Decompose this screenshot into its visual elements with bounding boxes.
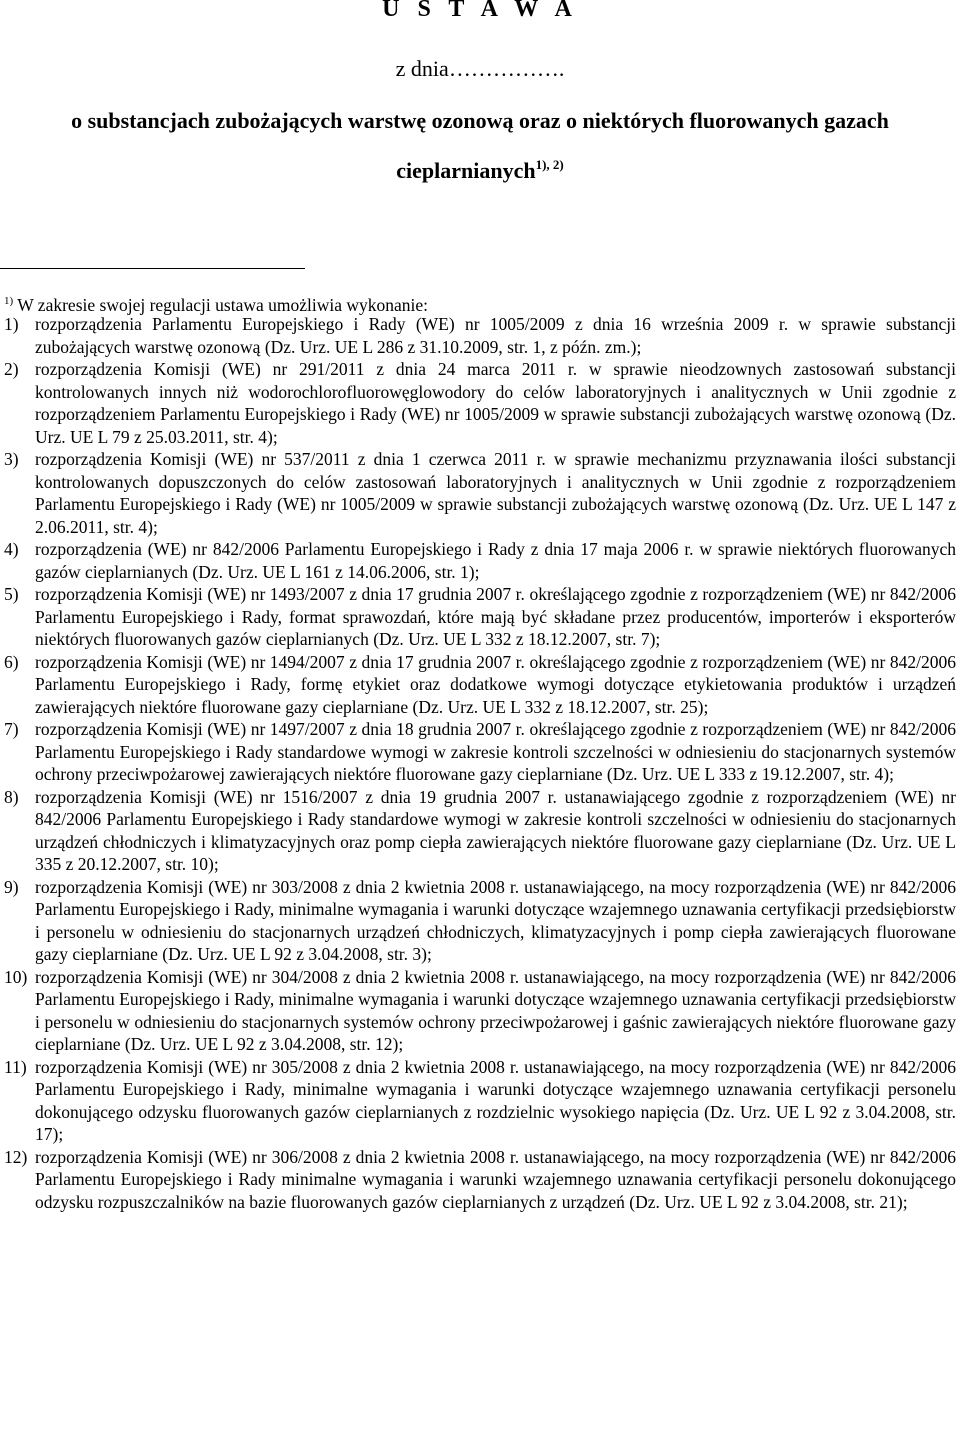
footnote-item-text: rozporządzenia Komisji (WE) nr 304/2008 z dnia 2 kwietnia 2008 r. ustanawiającego, na mocy rozporządzenia (WE) nr 842/2006 Parlamentu Europejskiego i Rady, minimalne wymagania i warunki dotyczące wzajemnego uznawania certyfikacji przedsiębiorstw i personelu w odniesieniu do stacjonarnych systemów ochrony przeciwpożarowej i gaśnic zawierających niektóre fluorowane gazy cieplarniane (Dz. Urz. UE L 92 z 3.04.2008, str. 12); xyxy=(35,966,956,1054)
footnote-item xyxy=(4,786,956,876)
footnote-item-text: rozporządzenia Komisji (WE) nr 305/2008 z dnia 2 kwietnia 2008 r. ustanawiającego, na mocy rozporządzenia (WE) nr 842/2006 Parlamentu Europejskiego i Rady, minimalne wymagania i warunki dotyczące wzajemnego uznawania certyfikacji personelu dokonującego odzysku fluorowanych gazów cieplarnianych z rozdzielnic wysokiego napięcia (Dz. Urz. UE L 92 z 3.04.2008, str. 17); xyxy=(35,1056,956,1144)
footnote-item xyxy=(4,876,956,966)
footnote-item xyxy=(4,966,956,1056)
footnote-item-number: 3) xyxy=(4,449,19,469)
footnote-item-number: 5) xyxy=(4,584,19,604)
footnote-item-number: 10) xyxy=(4,966,28,987)
footnote-item-text: rozporządzenia Komisji (WE) nr 291/2011 z dnia 24 marca 2011 r. w sprawie nieodzownych zastosowań substancji kontrolowanych innych niż wodorochlorofluorowęglowodory do celów laboratoryjnych i analitycznych w Unii zgodnie z rozporządzeniem Parlamentu Europejskiego i Rady (WE) nr 1005/2009 w sprawie substancji zubożających warstwę ozonową (Dz. Urz. UE L 79 z 25.03.2011, str. 4); xyxy=(35,359,956,447)
footnote-item xyxy=(4,448,956,538)
footnote-item xyxy=(4,1056,956,1146)
footnote-item xyxy=(4,313,956,358)
footnote-item-text: rozporządzenia Komisji (WE) nr 1494/2007 z dnia 17 grudnia 2007 r. określającego zgodnie z rozporządzeniem (WE) nr 842/2006 Parlamentu Europejskiego i Rady, formę etykiet oraz dodatkowe wymogi dotyczące etykietowania produktów i urządzeń zawierających niektóre fluorowane gazy cieplarniane (Dz. Urz. UE L 332 z 18.12.2007, str. 25); xyxy=(35,651,956,717)
footnote-item-text: rozporządzenia Komisji (WE) nr 1493/2007 z dnia 17 grudnia 2007 r. określającego zgodnie z rozporządzeniem (WE) nr 842/2006 Parlamentu Europejskiego i Rady, format sprawozdań, które mają być składane przez producentów, importerów i eksporterów niektórych fluorowanych gazów cieplarnianych (Dz. Urz. UE L 332 z 18.12.2007, str. 7); xyxy=(35,584,956,649)
title-line-2 xyxy=(0,143,960,193)
document-header: U S T A W A xyxy=(382,0,578,22)
document-title xyxy=(0,99,960,193)
footnote-separator xyxy=(0,268,305,269)
footnote-item-text: rozporządzenia Komisji (WE) nr 537/2011 z dnia 1 czerwca 2011 r. w sprawie mechanizmu przyznawania ilości substancji kontrolowanych dopuszczonych do celów zastosowań laboratoryjnych i analitycznych w Unii zgodnie z rozporządzeniem Parlamentu Europejskiego i Rady (WE) nr 1005/2009 w sprawie substancji zubożających warstwę ozonową (Dz. Urz. UE L 147 z 2.06.2011, str. 4); xyxy=(35,449,956,537)
title-line-1: o substancjach zubożających warstwę ozonową oraz o niektórych fluorowanych gazach xyxy=(71,108,889,133)
footnote-item-text: rozporządzenia Komisji (WE) nr 306/2008 z dnia 2 kwietnia 2008 r. ustanawiającego, na mocy rozporządzenia (WE) nr 842/2006 Parlamentu Europejskiego i Rady minimalne wymagania i warunki wzajemnego uznawania certyfikacji personelu dokonującego odzysku rozpuszczalników na bazie fluorowanych gazów cieplarnianych z urządzeń (Dz. Urz. UE L 92 z 3.04.2008, str. 21); xyxy=(35,1146,956,1212)
footnote-item xyxy=(4,538,956,583)
footnote-item xyxy=(4,651,956,719)
title-line-2-text: cieplarnianych xyxy=(396,158,536,183)
footnote-item xyxy=(4,1146,956,1214)
footnote-item-text: rozporządzenia (WE) nr 842/2006 Parlamentu Europejskiego i Rady z dnia 17 maja 2006 r. w sprawie niektórych fluorowanych gazów cieplarnianych (Dz. Urz. UE L 161 z 14.06.2006, str. 1); xyxy=(35,539,956,582)
footnote-item xyxy=(4,358,956,448)
footnote-item-text: rozporządzenia Komisji (WE) nr 1497/2007 z dnia 18 grudnia 2007 r. określającego zgodnie z rozporządzeniem (WE) nr 842/2006 Parlamentu Europejskiego i Rady standardowe wymogi w zakresie kontroli szczelności w odniesieniu do stacjonarnych systemów ochrony przeciwpożarowej zawierających niektóre fluorowane gazy cieplarniane (Dz. Urz. UE L 333 z 19.12.2007, str. 4); xyxy=(35,719,956,784)
footnote-item-number: 6) xyxy=(4,651,19,672)
footnote-item-number: 1) xyxy=(4,314,19,334)
footnote-item-number: 9) xyxy=(4,876,19,897)
footnote-item-number: 4) xyxy=(4,539,19,559)
footnote-item-number: 8) xyxy=(4,786,19,807)
footnote-intro-text: W zakresie swojej regulacji ustawa umożliwia wykonanie: xyxy=(17,295,429,315)
footnote-item-number: 7) xyxy=(4,719,19,739)
footnote-item-number: 11) xyxy=(4,1056,27,1077)
date-line: z dnia……………. xyxy=(395,56,565,81)
footnote-list xyxy=(4,313,956,1213)
footnote-item-number: 12) xyxy=(4,1146,28,1167)
footnote-item xyxy=(4,718,956,786)
footnote-item-text: rozporządzenia Komisji (WE) nr 1516/2007 z dnia 19 grudnia 2007 r. ustanawiającego zgodnie z rozporządzeniem (WE) nr 842/2006 Parlamentu Europejskiego i Rady standardowe wymogi w zakresie kontroli szczelności w odniesieniu do stacjonarnych urządzeń chłodniczych i klimatyzacyjnych oraz pomp ciepła zawierających niektóre fluorowane gazy cieplarniane (Dz. Urz. UE L 335 z 20.12.2007, str. 10); xyxy=(35,786,956,874)
footnote-item xyxy=(4,583,956,651)
footnote-marker: 1) xyxy=(4,295,14,307)
footnote-item-number: 2) xyxy=(4,359,19,379)
footnote-reference: 1), 2) xyxy=(535,157,564,172)
footnote-item-text: rozporządzenia Komisji (WE) nr 303/2008 z dnia 2 kwietnia 2008 r. ustanawiającego, na mocy rozporządzenia (WE) nr 842/2006 Parlamentu Europejskiego i Rady, minimalne wymagania i warunki dotyczące wzajemnego uznawania certyfikacji przedsiębiorstw i personelu w odniesieniu do stacjonarnych urządzeń chłodniczych, klimatyzacyjnych i pomp ciepła zawierających fluorowane gazy cieplarniane (Dz. Urz. UE L 92 z 3.04.2008, str. 3); xyxy=(35,876,956,964)
footnote-item-text: rozporządzenia Parlamentu Europejskiego i Rady (WE) nr 1005/2009 z dnia 16 września 2009 r. w sprawie substancji zubożających warstwę ozonową (Dz. Urz. UE L 286 z 31.10.2009, str. 1, z późn. zm.); xyxy=(35,314,956,357)
